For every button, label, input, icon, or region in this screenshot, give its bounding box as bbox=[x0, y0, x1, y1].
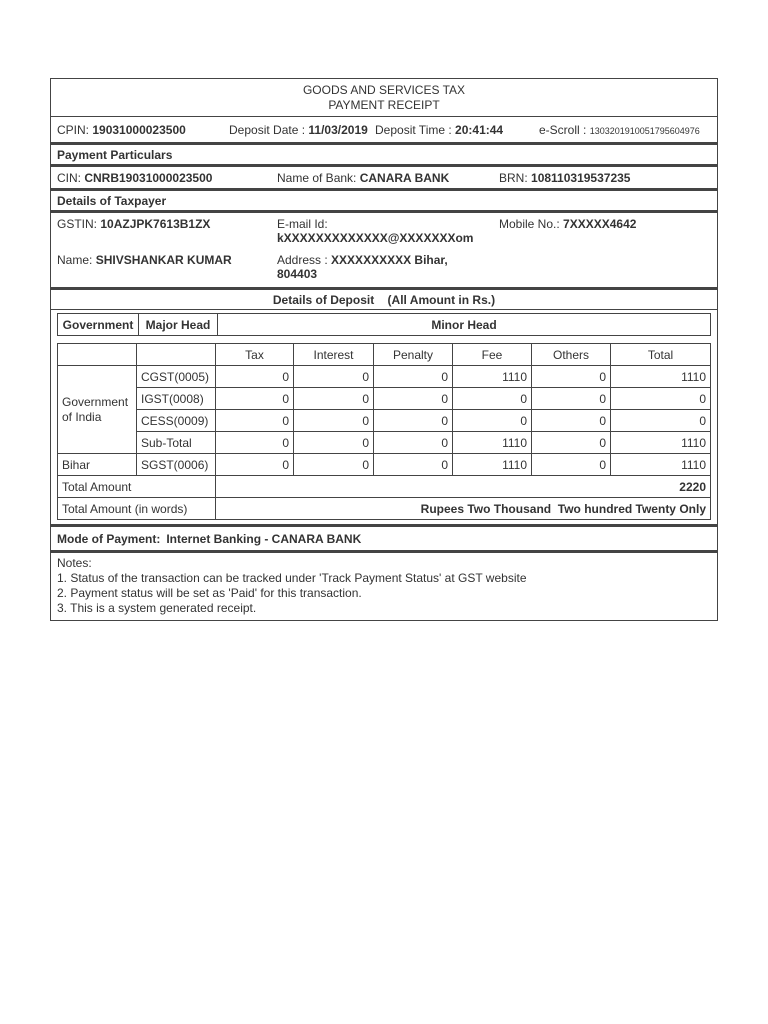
words-value: Rupees Two Thousand Two hundred Twenty Only bbox=[216, 498, 711, 520]
cell: 0 bbox=[453, 410, 532, 432]
cell: 1110 bbox=[453, 432, 532, 454]
cell: 1110 bbox=[611, 366, 711, 388]
mobile-value: 7XXXXX4642 bbox=[563, 217, 637, 231]
cpin-label: CPIN: bbox=[57, 122, 90, 137]
note-item: 1. Status of the transaction can be tracked under 'Track Payment Status' at GST website bbox=[57, 571, 527, 585]
cell: 0 bbox=[216, 366, 294, 388]
section-heading: Details of Taxpayer bbox=[57, 193, 167, 208]
gstin-label: GSTIN: bbox=[57, 217, 98, 231]
title-line-2: PAYMENT RECEIPT bbox=[328, 98, 440, 112]
table-row bbox=[58, 366, 711, 388]
deposit-section bbox=[50, 310, 718, 525]
cin-value: CNRB19031000023500 bbox=[84, 170, 213, 185]
col-penalty: Penalty bbox=[374, 344, 453, 366]
cell: 1110 bbox=[453, 366, 532, 388]
cell: 0 bbox=[532, 454, 611, 476]
address-label: Address : bbox=[277, 253, 328, 267]
email-label: E-mail Id: bbox=[277, 217, 328, 231]
col-major-head: Major Head bbox=[139, 314, 218, 336]
cell: 0 bbox=[532, 410, 611, 432]
deposit-time-value: 20:41:44 bbox=[455, 122, 504, 137]
notes bbox=[50, 551, 718, 621]
cell: 0 bbox=[374, 432, 453, 454]
cell: 0 bbox=[453, 388, 532, 410]
cell: 0 bbox=[532, 432, 611, 454]
bank-label: Name of Bank: bbox=[277, 170, 357, 185]
brn-label: BRN: bbox=[499, 170, 528, 185]
escroll-value: 1303201910051795604976 bbox=[589, 125, 700, 136]
major-head: IGST(0008) bbox=[137, 388, 216, 410]
deposit-header-table bbox=[57, 313, 711, 336]
major-head: SGST(0006) bbox=[137, 454, 216, 476]
major-head: CESS(0009) bbox=[137, 410, 216, 432]
cell: 0 bbox=[216, 410, 294, 432]
col-fee: Fee bbox=[453, 344, 532, 366]
major-head: CGST(0005) bbox=[137, 366, 216, 388]
cell: 0 bbox=[294, 454, 374, 476]
table-row bbox=[58, 410, 711, 432]
taxpayer-details bbox=[50, 211, 718, 288]
cell: 0 bbox=[216, 432, 294, 454]
deposit-date-label: Deposit Date : bbox=[229, 122, 306, 137]
name-value: SHIVSHANKAR KUMAR bbox=[95, 253, 232, 267]
email-value: kXXXXXXXXXXXXX@XXXXXXXom bbox=[277, 231, 474, 245]
subtotal-row bbox=[58, 432, 711, 454]
cpin-row bbox=[50, 117, 718, 143]
cell: 1110 bbox=[611, 432, 711, 454]
col-total: Total bbox=[611, 344, 711, 366]
payment-particulars-heading bbox=[50, 143, 718, 165]
col-interest: Interest bbox=[294, 344, 374, 366]
goi-label: Government of India bbox=[58, 366, 137, 454]
bank-row bbox=[50, 165, 718, 189]
receipt-title bbox=[50, 78, 718, 117]
cpin-value: 19031000023500 bbox=[92, 122, 186, 137]
deposit-table bbox=[57, 343, 711, 520]
col-government: Government bbox=[58, 314, 139, 336]
state-label: Bihar bbox=[58, 454, 137, 476]
cell: 0 bbox=[611, 410, 711, 432]
col-others: Others bbox=[532, 344, 611, 366]
mode-value: Internet Banking - CANARA BANK bbox=[166, 531, 362, 546]
name-label: Name: bbox=[57, 253, 93, 267]
deposit-date-value: 11/03/2019 bbox=[308, 122, 368, 137]
cell: 0 bbox=[294, 432, 374, 454]
cell: 0 bbox=[294, 388, 374, 410]
cell: 0 bbox=[294, 410, 374, 432]
words-row bbox=[58, 498, 711, 520]
note-item: 3. This is a system generated receipt. bbox=[57, 601, 257, 615]
cell: 0 bbox=[374, 388, 453, 410]
notes-heading: Notes: bbox=[57, 556, 92, 570]
deposit-heading bbox=[50, 288, 718, 310]
cell: 1110 bbox=[453, 454, 532, 476]
escroll-label: e-Scroll : bbox=[539, 122, 587, 137]
cell: 0 bbox=[532, 366, 611, 388]
brn-value: 108110319537235 bbox=[531, 170, 631, 185]
cell: 0 bbox=[532, 388, 611, 410]
payment-receipt bbox=[50, 78, 718, 621]
section-heading: Details of Deposit (All Amount in Rs.) bbox=[272, 292, 496, 307]
words-label: Total Amount (in words) bbox=[58, 498, 216, 520]
major-head: Sub-Total bbox=[137, 432, 216, 454]
total-value: 2220 bbox=[216, 476, 711, 498]
bank-value: CANARA BANK bbox=[359, 170, 450, 185]
section-heading: Payment Particulars bbox=[57, 147, 173, 162]
mobile-label: Mobile No.: bbox=[499, 217, 560, 231]
address-line-1: XXXXXXXXXX Bihar, bbox=[331, 253, 448, 267]
col-minor-head: Minor Head bbox=[218, 314, 711, 336]
mode-row bbox=[50, 525, 718, 551]
cell: 0 bbox=[374, 454, 453, 476]
cell: 0 bbox=[374, 366, 453, 388]
mode-label: Mode of Payment: bbox=[57, 531, 161, 546]
cin-label: CIN: bbox=[57, 170, 81, 185]
gstin-value: 10AZJPK7613B1ZX bbox=[100, 217, 211, 231]
table-row bbox=[58, 388, 711, 410]
cell: 0 bbox=[216, 454, 294, 476]
table-row bbox=[58, 454, 711, 476]
address-line-2: 804403 bbox=[277, 267, 318, 281]
deposit-time-label: Deposit Time : bbox=[375, 122, 452, 137]
title-line-1: GOODS AND SERVICES TAX bbox=[302, 83, 466, 97]
cell: 0 bbox=[216, 388, 294, 410]
cell: 0 bbox=[294, 366, 374, 388]
total-row bbox=[58, 476, 711, 498]
total-label: Total Amount bbox=[58, 476, 216, 498]
cell: 1110 bbox=[611, 454, 711, 476]
note-item: 2. Payment status will be set as 'Paid' for this transaction. bbox=[57, 586, 362, 600]
table-header-row bbox=[58, 344, 711, 366]
taxpayer-heading bbox=[50, 189, 718, 211]
cell: 0 bbox=[374, 410, 453, 432]
col-tax: Tax bbox=[216, 344, 294, 366]
cell: 0 bbox=[611, 388, 711, 410]
